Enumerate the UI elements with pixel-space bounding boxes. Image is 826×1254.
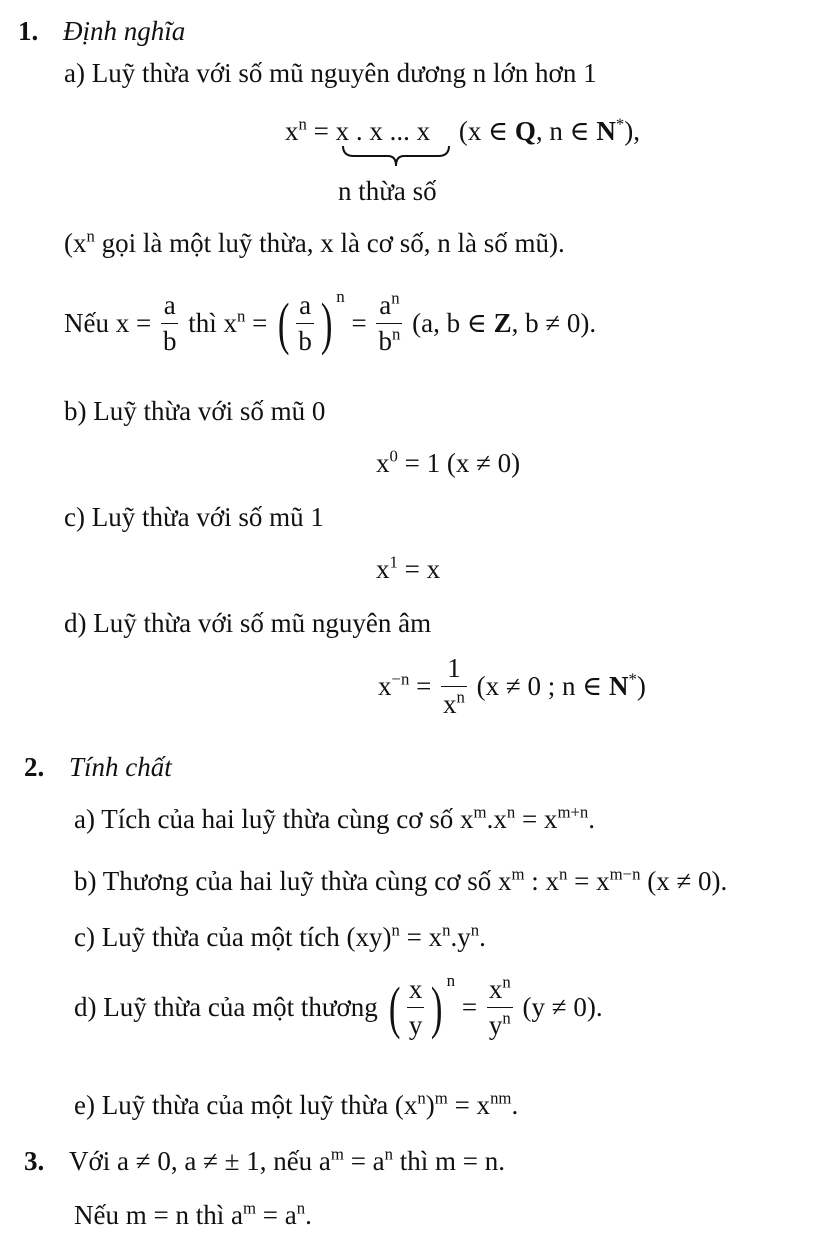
right-paren: ) — [431, 974, 443, 1040]
text: b) Thương của hai luỹ thừa cùng cơ số x — [74, 866, 512, 896]
item-1b-label: b) Luỹ thừa với số mũ 0 — [64, 396, 326, 426]
condition: (y ≠ 0). — [522, 992, 603, 1022]
exponent: 0 — [389, 446, 398, 466]
formula-negative-exponent — [378, 655, 646, 718]
den-exp: n — [391, 324, 401, 344]
section-1-heading — [18, 18, 185, 45]
left-paren: ( — [388, 974, 400, 1040]
natural-set-symbol: N — [596, 116, 616, 146]
exp: m — [330, 1144, 344, 1164]
rational-set-symbol: Q — [514, 116, 536, 146]
exp: n — [384, 1144, 394, 1164]
star-superscript: * — [628, 669, 637, 689]
text: = x — [567, 866, 610, 896]
exponent: −n — [391, 669, 410, 689]
exp: nm — [490, 1088, 512, 1108]
formula-power-definition — [285, 114, 640, 146]
note-part: (x — [64, 228, 87, 258]
section-3-line-1 — [24, 1144, 506, 1176]
section-3-line-2 — [74, 1198, 312, 1230]
section-2-heading — [24, 754, 172, 781]
text: = x — [515, 804, 558, 834]
exp: n — [391, 920, 400, 940]
num-base: a — [379, 290, 392, 320]
property-e — [74, 1088, 519, 1120]
left-paren: ( — [277, 290, 290, 356]
exp: n — [296, 1198, 306, 1218]
text: . — [479, 922, 486, 952]
denominator — [441, 686, 467, 718]
text: e) Luỹ thừa của một luỹ thừa (x — [74, 1090, 418, 1120]
natural-set-symbol: N — [608, 671, 629, 701]
num-exp: n — [502, 972, 511, 992]
den-base: y — [488, 1010, 503, 1040]
equals-sign: = — [461, 992, 478, 1022]
note-part: gọi là một luỹ thừa, x là cơ số, n là số mũ). — [94, 228, 565, 258]
numerator — [487, 972, 513, 1007]
section-number: 2. — [24, 752, 45, 782]
fraction-condition — [412, 310, 596, 337]
formula-condition — [459, 116, 640, 146]
then-exponent: n — [236, 306, 246, 326]
base: x — [376, 554, 390, 584]
text: Với a ≠ 0, a ≠ ± 1, nếu a — [69, 1146, 331, 1176]
text: a) Tích của hai luỹ thừa cùng cơ số x — [74, 804, 474, 834]
den-base: b — [378, 326, 392, 356]
paren-exponent: n — [336, 287, 345, 306]
property-a — [74, 802, 596, 834]
fraction-xn-over-yn — [487, 972, 513, 1040]
exp: n — [442, 920, 451, 940]
right-paren: ) — [320, 290, 333, 356]
cond-part: (x ∈ — [458, 116, 515, 146]
property-d — [74, 971, 603, 1040]
if-prefix: Nếu x = — [64, 308, 152, 338]
num-exp: n — [391, 288, 400, 308]
note-exponent: n — [86, 226, 95, 246]
item-1c-label: c) Luỹ thừa với số mũ 1 — [64, 502, 324, 532]
denominator — [487, 1007, 513, 1039]
text: . — [588, 804, 596, 834]
lhs — [378, 669, 432, 701]
text: thì m = n. — [393, 1146, 506, 1176]
exp: m — [511, 864, 525, 884]
cond-part: (x ≠ 0 ; n ∈ — [476, 671, 609, 701]
then-part — [188, 306, 268, 338]
property-b — [74, 864, 728, 896]
rest: = 1 (x ≠ 0) — [397, 448, 521, 478]
section-title: Định nghĩa — [63, 16, 186, 46]
equals-sign: = — [313, 116, 329, 146]
exp: m — [473, 802, 487, 822]
cond-part: , b ≠ 0). — [511, 308, 597, 338]
base: x — [378, 671, 392, 701]
num-base: x — [488, 974, 503, 1004]
text: c) Luỹ thừa của một tích (xy) — [74, 922, 392, 952]
text: = x — [447, 1090, 491, 1120]
text: . — [511, 1090, 519, 1120]
denominator: b — [161, 323, 179, 355]
denominator: y — [407, 1007, 425, 1039]
power-note — [64, 226, 565, 258]
exp: m−n — [609, 864, 641, 884]
negative-condition — [476, 669, 646, 701]
fraction-a-over-b — [161, 292, 179, 355]
cond-part: ) — [636, 671, 646, 701]
rest: = x — [397, 554, 441, 584]
section-title: Tính chất — [69, 752, 172, 782]
item-1d-label: d) Luỹ thừa với số mũ nguyên âm — [64, 608, 432, 638]
paren-fraction — [407, 976, 425, 1039]
exp: m — [242, 1198, 256, 1218]
text: Nếu m = n thì a — [74, 1200, 243, 1230]
statement — [69, 1146, 505, 1176]
section-number: 3. — [24, 1146, 45, 1176]
equals-sign: = — [416, 671, 432, 701]
den-exp: n — [456, 687, 465, 707]
fraction-power-formula — [64, 287, 597, 356]
property-c — [74, 920, 486, 952]
formula-one-exponent — [376, 552, 441, 584]
text: .x — [486, 804, 507, 834]
text: . — [305, 1200, 312, 1230]
star-superscript: * — [615, 114, 625, 134]
equals-sign: = — [351, 308, 367, 338]
paren-exponent: n — [446, 971, 456, 990]
exp: n — [506, 802, 516, 822]
cond-part: , n ∈ — [535, 116, 597, 146]
cond-part: (a, b ∈ — [412, 308, 494, 338]
paren-fraction — [296, 292, 314, 355]
equals-sign: = — [252, 308, 268, 338]
exp: n — [470, 920, 480, 940]
then-text: thì x — [188, 308, 237, 338]
brace-label: n thừa số — [338, 176, 437, 206]
den-base: x — [443, 689, 457, 719]
cond-part: ), — [624, 116, 640, 146]
text: = x — [399, 922, 443, 952]
exp: m — [434, 1088, 448, 1108]
fraction-an-over-bn — [376, 288, 402, 356]
denominator: b — [296, 323, 314, 355]
text: : x — [524, 866, 560, 896]
integer-set-symbol: Z — [493, 308, 512, 338]
text: ) — [425, 1090, 435, 1120]
exp: n — [559, 864, 568, 884]
exponent: 1 — [389, 552, 398, 572]
text: d) Luỹ thừa của một thương — [74, 992, 378, 1022]
text: = a — [343, 1146, 385, 1176]
formula-exponent: n — [298, 114, 307, 134]
text: = a — [255, 1200, 297, 1230]
denominator — [376, 323, 402, 355]
underbrace — [340, 142, 452, 172]
numerator: 1 — [447, 653, 461, 683]
numerator: a — [299, 290, 312, 320]
section-number: 1. — [18, 16, 39, 46]
base: x — [376, 448, 390, 478]
formula-base: x — [285, 116, 299, 146]
fraction-one-over-xn — [441, 655, 467, 718]
text: (x ≠ 0). — [640, 866, 728, 896]
numerator: x — [408, 974, 423, 1004]
exp: m+n — [557, 802, 589, 822]
den-exp: n — [502, 1008, 511, 1028]
numerator — [376, 288, 402, 323]
formula-zero-exponent — [376, 446, 521, 478]
numerator: a — [163, 290, 176, 320]
item-1a-label: a) Luỹ thừa với số mũ nguyên dương n lớn hơn 1 — [64, 58, 597, 88]
product-expression: x . x ... x — [335, 116, 431, 146]
exp: n — [417, 1088, 426, 1108]
text: .y — [450, 922, 471, 952]
